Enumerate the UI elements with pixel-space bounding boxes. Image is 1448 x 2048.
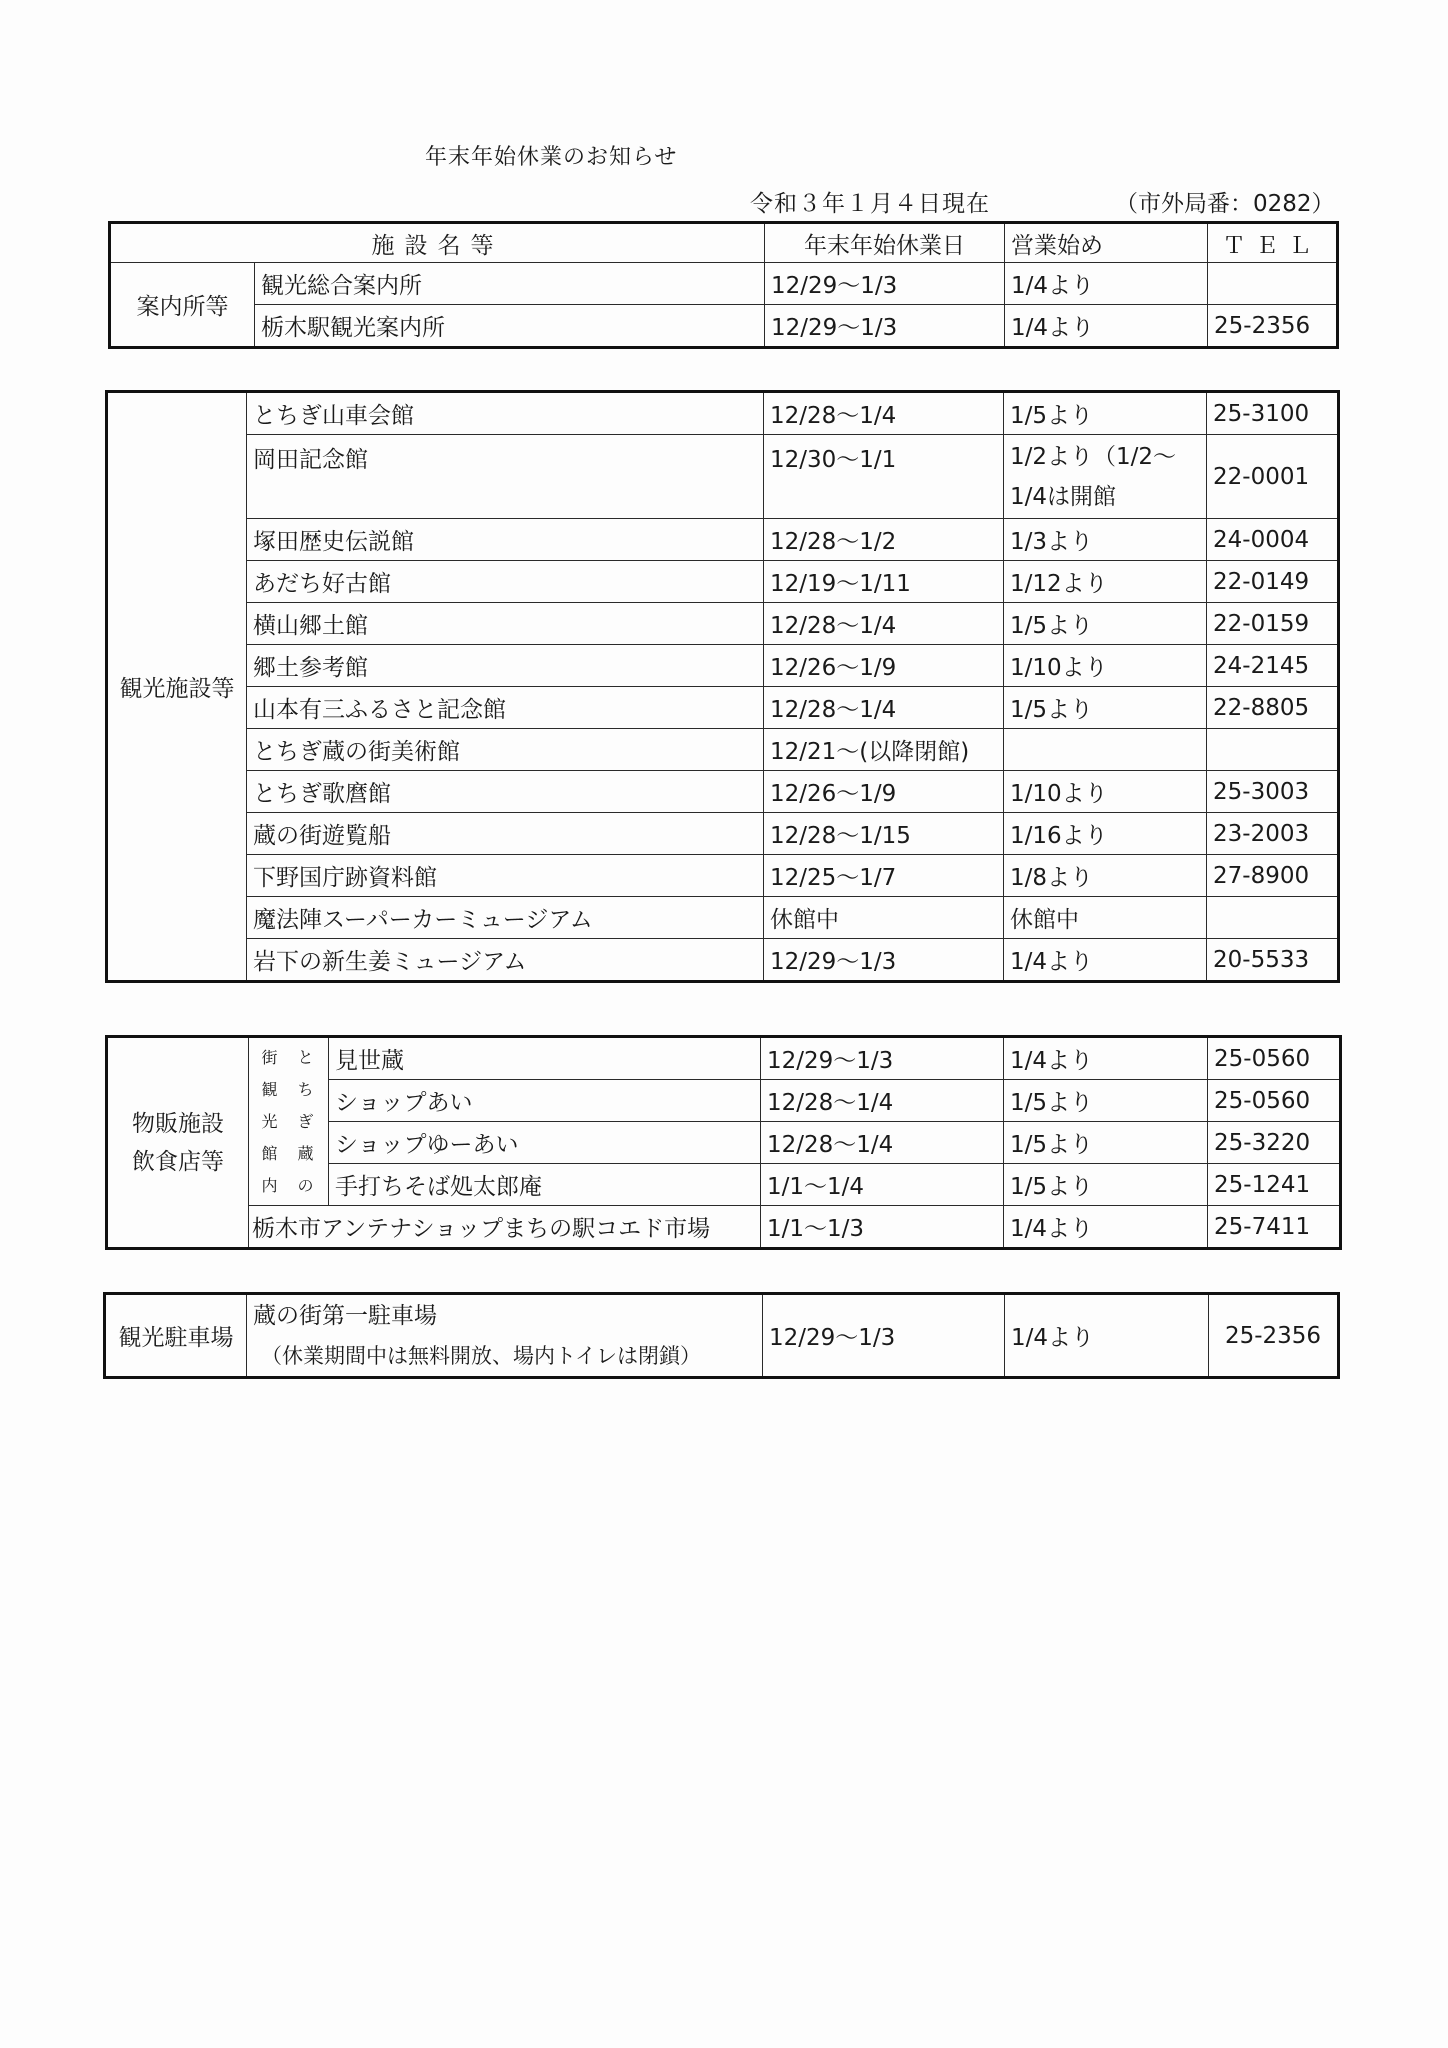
sub-category-line: 街 と: [261, 1047, 316, 1067]
facility-note: （休業期間中は無料開放、場内トイレは閉鎖）: [261, 1343, 701, 1368]
table-row: [107, 603, 1339, 645]
as-of-date: 令和３年１月４日現在: [750, 191, 990, 217]
sub-category-line: 内 の: [261, 1175, 316, 1195]
reopen-date: 1/5より: [1004, 687, 1207, 729]
reopen-date: 1/5より: [1004, 1164, 1208, 1206]
holiday-period: 12/29〜1/3: [763, 1294, 1005, 1378]
tel-number: 20-5533: [1207, 939, 1339, 982]
category-line: 飲食店等: [132, 1148, 224, 1175]
category-cell: [107, 1037, 249, 1249]
tel-number: 24-2145: [1207, 645, 1339, 687]
tel-number: 25-0560: [1208, 1080, 1341, 1122]
tel-number: 25-3003: [1207, 771, 1339, 813]
reopen-date: 1/5より: [1004, 392, 1207, 435]
tel-number: [1207, 729, 1339, 771]
table-row: [107, 729, 1339, 771]
tel-number: 25-7411: [1208, 1206, 1341, 1249]
tel-number: 24-0004: [1207, 519, 1339, 561]
reopen-date: 1/5より: [1004, 603, 1207, 645]
header-tel: ＴＥＬ: [1208, 223, 1338, 263]
facility-name: ショップあい: [329, 1080, 761, 1122]
table-row: [107, 435, 1339, 519]
facility-name: 郷土参考館: [247, 645, 764, 687]
reopen-date: 1/4より: [1005, 1294, 1209, 1378]
facility-name: とちぎ山車会館: [247, 392, 764, 435]
sub-category-line: 光 ぎ: [261, 1111, 316, 1131]
facility-name: 下野国庁跡資料館: [247, 855, 764, 897]
facility-name: 山本有三ふるさと記念館: [247, 687, 764, 729]
holiday-period: 12/28〜1/4: [764, 603, 1004, 645]
reopen-date-note: 1/4は開館: [1010, 483, 1117, 510]
category-cell: 観光駐車場: [105, 1294, 247, 1378]
sub-category-line: 観 ち: [261, 1079, 316, 1099]
holiday-period: 12/28〜1/4: [761, 1122, 1004, 1164]
tel-number: 22-0001: [1207, 435, 1339, 519]
table-row: [110, 263, 1338, 305]
facility-name: 栃木駅観光案内所: [255, 305, 765, 348]
table-row: [110, 305, 1338, 348]
holiday-period: 12/28〜1/4: [764, 687, 1004, 729]
facility-name: 塚田歴史伝説館: [247, 519, 764, 561]
header-open: 営業始め: [1005, 223, 1208, 263]
table-row: [107, 771, 1339, 813]
facility-name: とちぎ蔵の街美術館: [247, 729, 764, 771]
category-line: 物販施設: [132, 1110, 224, 1137]
tel-number: 22-0159: [1207, 603, 1339, 645]
reopen-date: 1/4より: [1005, 263, 1208, 305]
tel-number: [1207, 897, 1339, 939]
table-row: [107, 645, 1339, 687]
tel-number: 22-8805: [1207, 687, 1339, 729]
info-center-table: [108, 221, 1339, 349]
facility-name: 岩下の新生姜ミュージアム: [247, 939, 764, 982]
category-cell: 観光施設等: [107, 392, 247, 982]
tel-number: 25-0560: [1208, 1037, 1341, 1080]
parking-table: [103, 1292, 1340, 1379]
holiday-period: 休館中: [764, 897, 1004, 939]
table-row: [107, 1037, 1341, 1080]
facility-name: 魔法陣スーパーカーミュージアム: [247, 897, 764, 939]
holiday-period: 12/19〜1/11: [764, 561, 1004, 603]
sub-category-cell: [249, 1037, 329, 1206]
holiday-period: 12/26〜1/9: [764, 771, 1004, 813]
facility-name: 見世蔵: [329, 1037, 761, 1080]
holiday-period: 12/28〜1/2: [764, 519, 1004, 561]
holiday-period: 12/29〜1/3: [765, 263, 1005, 305]
facility-name: 岡田記念館: [247, 435, 764, 519]
reopen-date: 1/3より: [1004, 519, 1207, 561]
facility-name: 手打ちそば処太郎庵: [329, 1164, 761, 1206]
holiday-period: 1/1〜1/3: [761, 1206, 1004, 1249]
facility-name: 蔵の街遊覧船: [247, 813, 764, 855]
table-row: [105, 1294, 1339, 1378]
tel-number: 25-2356: [1209, 1294, 1339, 1378]
area-code: （市外局番：0282）: [1115, 191, 1335, 217]
holiday-period: 12/28〜1/15: [764, 813, 1004, 855]
shops-table: [105, 1035, 1342, 1250]
category-cell: 案内所等: [110, 263, 255, 348]
holiday-period: 12/26〜1/9: [764, 645, 1004, 687]
reopen-date: 1/10より: [1004, 771, 1207, 813]
page-title: 年末年始休業のお知らせ: [425, 145, 678, 170]
reopen-date: 1/16より: [1004, 813, 1207, 855]
table-row: [107, 813, 1339, 855]
table-row: [107, 561, 1339, 603]
tel-number: 23-2003: [1207, 813, 1339, 855]
table-row: [107, 897, 1339, 939]
reopen-date: 1/8より: [1004, 855, 1207, 897]
reopen-date: 1/5より: [1004, 1122, 1208, 1164]
tel-number: [1208, 263, 1338, 305]
reopen-date: 1/4より: [1005, 305, 1208, 348]
reopen-date: 休館中: [1004, 897, 1207, 939]
facility-name: とちぎ歌麿館: [247, 771, 764, 813]
table-row: [107, 855, 1339, 897]
facility-name-cell: [247, 1294, 763, 1378]
reopen-date: 1/10より: [1004, 645, 1207, 687]
table-row: [107, 519, 1339, 561]
facility-name: 観光総合案内所: [255, 263, 765, 305]
facility-name: 蔵の街第一駐車場: [253, 1302, 437, 1329]
header-name: 施設名等: [110, 223, 765, 263]
table-row: [107, 687, 1339, 729]
holiday-period: 12/28〜1/4: [761, 1080, 1004, 1122]
facility-name: 栃木市アンテナショップまちの駅コエド市場: [249, 1206, 761, 1249]
table-row: [107, 1206, 1341, 1249]
tel-number: 25-3100: [1207, 392, 1339, 435]
reopen-date: 1/2より（1/2〜: [1010, 443, 1177, 470]
table-header-row: [110, 223, 1338, 263]
tel-number: 22-0149: [1207, 561, 1339, 603]
facility-name: あだち好古館: [247, 561, 764, 603]
holiday-period: 12/30〜1/1: [764, 435, 1004, 519]
sub-category-line: 館 蔵: [261, 1143, 316, 1163]
header-holiday: 年末年始休業日: [765, 223, 1005, 263]
facility-name: ショップゆーあい: [329, 1122, 761, 1164]
reopen-date: 1/4より: [1004, 939, 1207, 982]
tel-number: 27-8900: [1207, 855, 1339, 897]
tel-number: 25-3220: [1208, 1122, 1341, 1164]
reopen-date: 1/4より: [1004, 1206, 1208, 1249]
tel-number: 25-1241: [1208, 1164, 1341, 1206]
reopen-date-cell: [1004, 435, 1207, 519]
holiday-period: 1/1〜1/4: [761, 1164, 1004, 1206]
holiday-period: 12/21〜(以降閉館): [764, 729, 1004, 771]
reopen-date: 1/4より: [1004, 1037, 1208, 1080]
reopen-date: 1/12より: [1004, 561, 1207, 603]
table-row: [107, 392, 1339, 435]
sightseeing-table: [105, 390, 1340, 983]
holiday-period: 12/29〜1/3: [764, 939, 1004, 982]
holiday-period: 12/25〜1/7: [764, 855, 1004, 897]
holiday-period: 12/29〜1/3: [765, 305, 1005, 348]
table-row: [107, 939, 1339, 982]
holiday-period: 12/28〜1/4: [764, 392, 1004, 435]
tel-number: 25-2356: [1208, 305, 1338, 348]
reopen-date: [1004, 729, 1207, 771]
holiday-period: 12/29〜1/3: [761, 1037, 1004, 1080]
facility-name: 横山郷土館: [247, 603, 764, 645]
reopen-date: 1/5より: [1004, 1080, 1208, 1122]
